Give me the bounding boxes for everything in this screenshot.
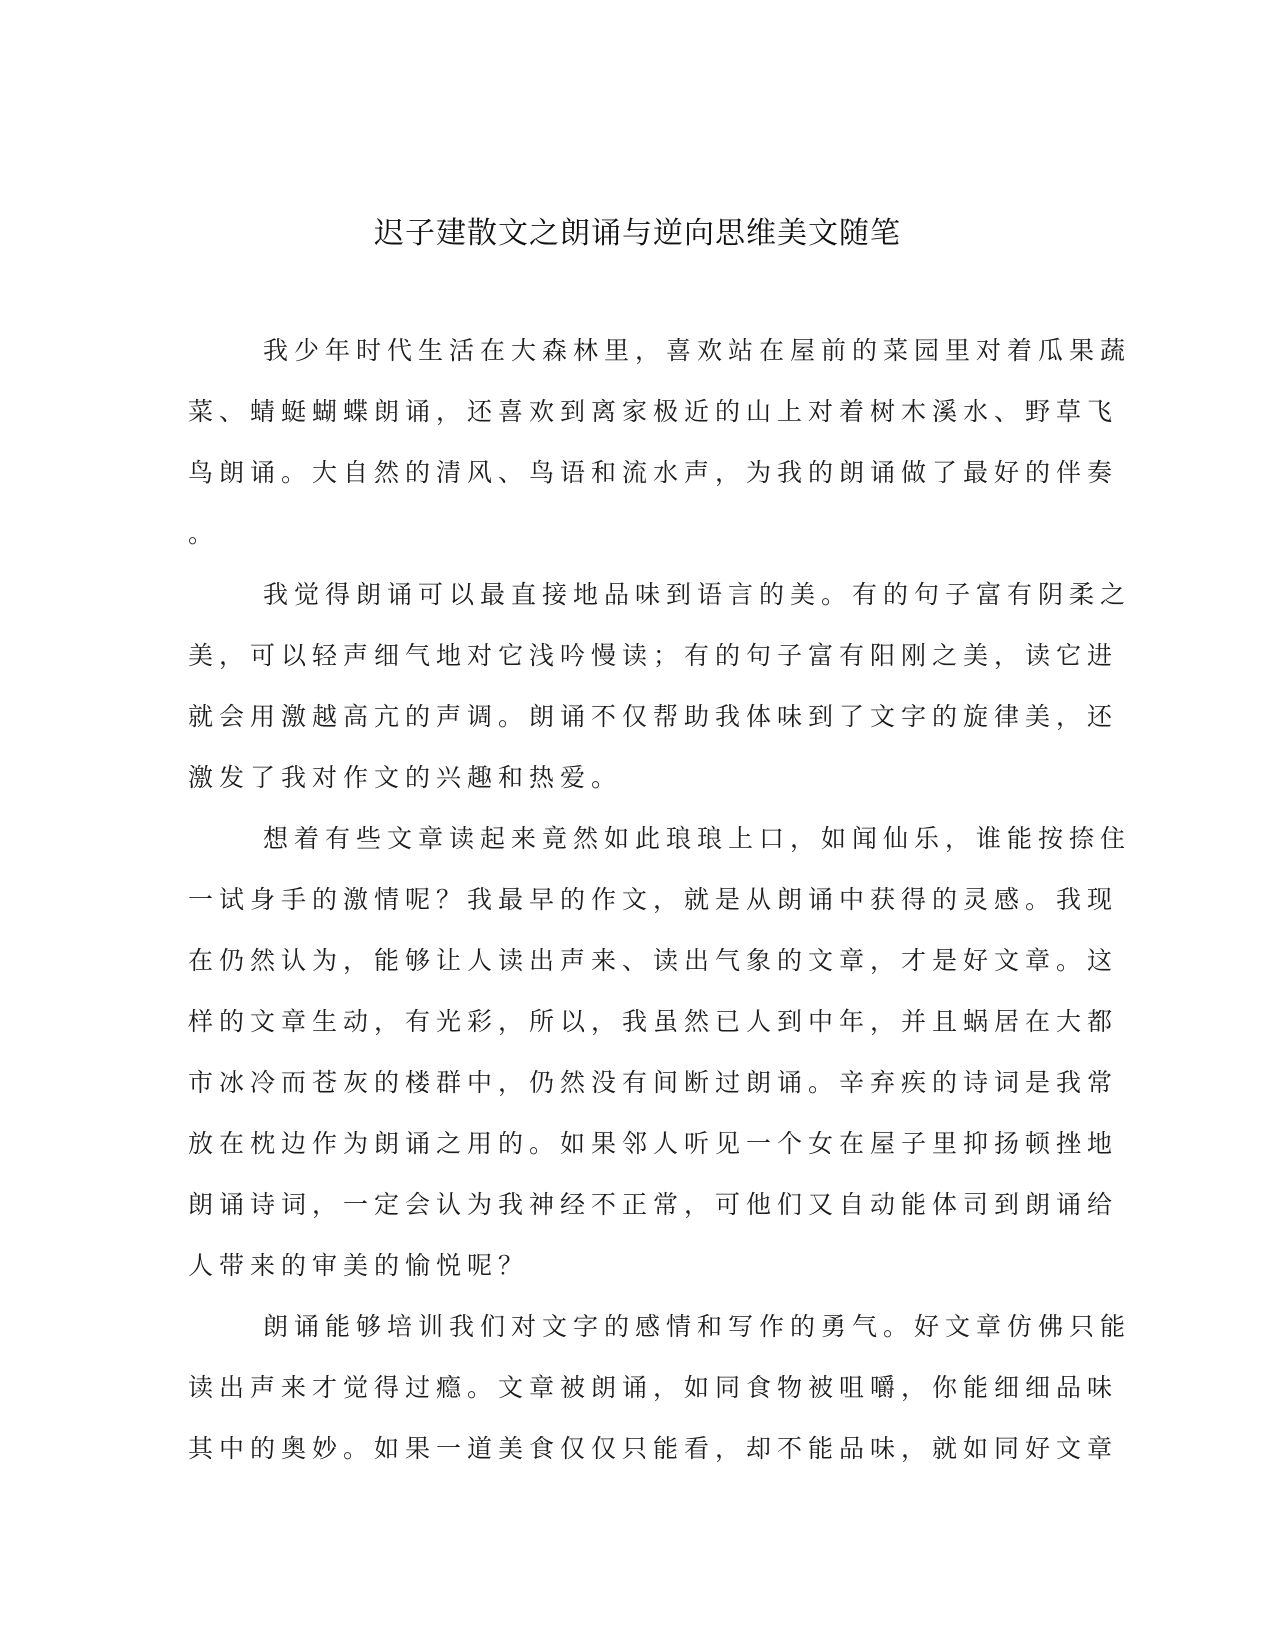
document-title: 迟子建散文之朗诵与逆向思维美文随笔 bbox=[374, 216, 901, 251]
text-line: 就会用激越高亢的声调。朗诵不仅帮助我体味到了文字的旋律美，还 bbox=[188, 702, 1119, 731]
text-line: 想着有些文章读起来竟然如此琅琅上口，如闻仙乐，谁能按捺住 bbox=[263, 824, 1132, 853]
text-line: 美，可以轻声细气地对它浅吟慢读；有的句子富有阳刚之美，读它进 bbox=[188, 641, 1119, 670]
text-line: 我少年时代生活在大森林里，喜欢站在屋前的菜园里对着瓜果蔬 bbox=[263, 336, 1132, 365]
text-line: 一试身手的激情呢？我最早的作文，就是从朗诵中获得的灵感。我现 bbox=[188, 885, 1119, 914]
text-line: 我觉得朗诵可以最直接地品味到语言的美。有的句子富有阴柔之 bbox=[263, 580, 1132, 609]
paragraph-1 bbox=[188, 320, 1132, 564]
text-line: 朗诵诗词，一定会认为我神经不正常，可他们又自动能体司到朗诵给 bbox=[188, 1190, 1119, 1219]
text-line: 朗诵能够培训我们对文字的感情和写作的勇气。好文章仿佛只能 bbox=[263, 1312, 1132, 1341]
text-line: 。 bbox=[188, 519, 220, 548]
paragraph-4 bbox=[188, 1296, 1132, 1479]
text-line: 放在枕边作为朗诵之用的。如果邻人听见一个女在屋子里抑扬顿挫地 bbox=[188, 1129, 1119, 1158]
paragraph-3 bbox=[188, 808, 1132, 1296]
text-line: 市冰冷而苍灰的楼群中，仍然没有间断过朗诵。辛弃疾的诗词是我常 bbox=[188, 1068, 1119, 1097]
text-line: 样的文章生动，有光彩，所以，我虽然已人到中年，并且蜗居在大都 bbox=[188, 1007, 1119, 1036]
document-body bbox=[188, 320, 1132, 1479]
text-line: 其中的奥妙。如果一道美食仅仅只能看，却不能品味，就如同好文章 bbox=[188, 1434, 1119, 1463]
text-line: 菜、蜻蜓蝴蝶朗诵，还喜欢到离家极近的山上对着树木溪水、野草飞 bbox=[188, 397, 1119, 426]
text-line: 鸟朗诵。大自然的清风、鸟语和流水声，为我的朗诵做了最好的伴奏 bbox=[188, 458, 1119, 487]
text-line: 人带来的审美的愉悦呢？ bbox=[188, 1251, 530, 1280]
text-line: 激发了我对作文的兴趣和热爱。 bbox=[188, 763, 623, 792]
text-line: 读出声来才觉得过瘾。文章被朗诵，如同食物被咀嚼，你能细细品味 bbox=[188, 1373, 1119, 1402]
text-line: 在仍然认为，能够让人读出声来、读出气象的文章，才是好文章。这 bbox=[188, 946, 1119, 975]
paragraph-2 bbox=[188, 564, 1132, 808]
